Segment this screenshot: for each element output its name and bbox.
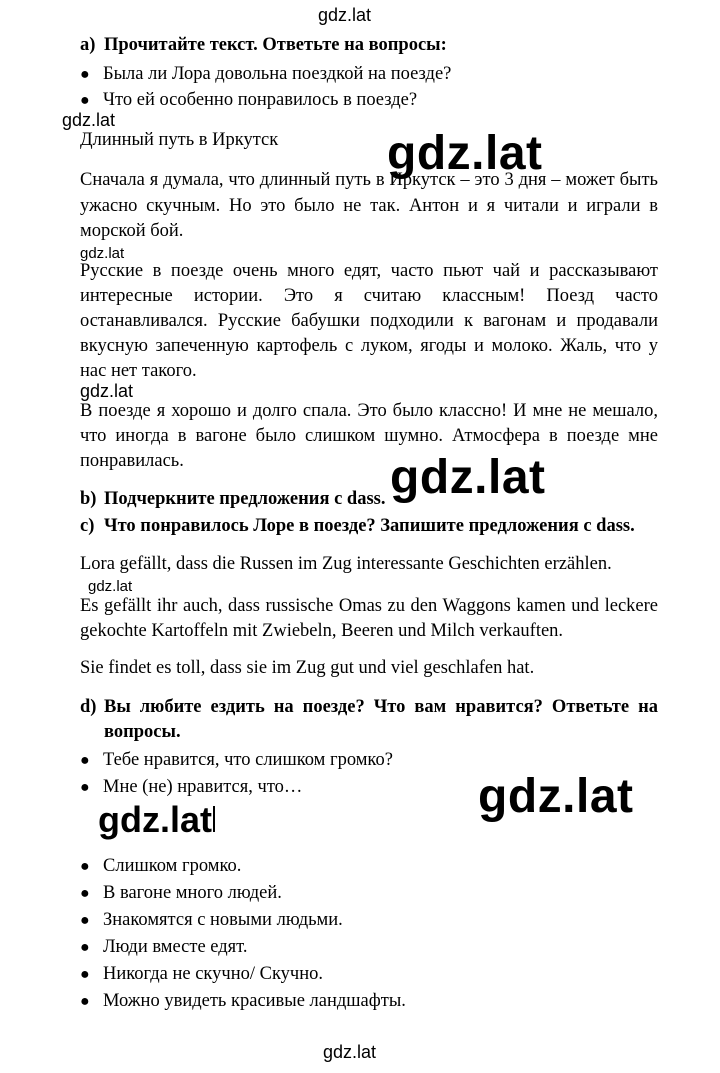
text-line: В поезде я хорошо и долго спала. Это было классно! И мне не мешало, [80,401,658,421]
watermark: gdz.lat [88,578,133,595]
text-title: Длинный путь в Иркутск [80,130,279,150]
task-d-answer: Знакомятся с новыми людьми. [103,910,343,930]
text-line: Русские в поезде очень много едят, часто пьют чай и рассказывают [80,261,658,281]
task-c-answer: Lora gefällt, dass die Russen im Zug interessante Geschichten erzählen. [80,554,612,574]
watermark: gdz.lat [478,770,634,823]
task-d-answer: Никогда не скучно/ Скучно. [103,964,324,984]
bullet-icon: ● [80,66,90,83]
task-c-answer: Sie findet es toll, dass sie im Zug gut und viel geschlafen hat. [80,658,535,678]
watermark: gdz.lat [98,799,212,840]
task-c-label: c) [80,516,95,536]
task-d-answer: Люди вместе едят. [103,937,248,957]
watermark: gdz.lat [318,5,372,25]
task-d-answer: Можно увидеть красивые ландшафты. [103,991,406,1011]
bullet-icon: ● [80,885,90,902]
task-d-answer: Слишком громко. [103,856,242,876]
text-cursor-mark [213,806,215,832]
bullet-icon: ● [80,752,90,769]
watermark: gdz.lat [80,381,134,401]
bullet-icon: ● [80,912,90,929]
task-a-question: Что ей особенно понравилось в поезде? [103,90,418,110]
watermark: gdz.lat [62,110,116,130]
bullet-icon: ● [80,993,90,1010]
task-d-prompt: Мне (не) нравится, что… [103,777,303,797]
text-line: понравилась. [80,451,184,471]
watermark: gdz.lat [387,127,543,180]
watermark: gdz.lat [323,1042,377,1062]
text-line: что иногда в вагоне было слишком шумно. Атмосфера в поезде мне [80,426,658,446]
task-b-instruction: Подчеркните предложения с dass. [104,489,386,509]
text-line: нас нет такого. [80,361,197,381]
text-line: Сначала я думала, что длинный путь в Иркутск – это 3 дня – может быть [80,170,658,190]
task-d-instruction: вопросы. [104,722,181,742]
bullet-icon: ● [80,779,90,796]
task-c-answer: gekochte Kartoffeln mit Zwiebeln, Beeren und Milch verkauften. [80,621,564,641]
bullet-icon: ● [80,939,90,956]
task-c-answer: Es gefällt ihr auch, dass russische Omas zu den Waggons kamen und leckere [80,596,658,616]
bullet-icon: ● [80,92,90,109]
bullet-icon: ● [80,966,90,983]
text-line: вкусную запеченную картофель с луком, ягоды и молоко. Жаль, что у [80,336,658,356]
watermark: gdz.lat [390,451,546,504]
task-d-answer: В вагоне много людей. [103,883,282,903]
watermark: gdz.lat [80,245,125,262]
text-line: ужасно скучным. Но это было не так. Антон и я читали и играли в [80,196,658,216]
task-a-instruction: Прочитайте текст. Ответьте на вопросы: [104,35,447,55]
task-d-label: d) [80,697,97,717]
text-line: морской бой. [80,221,184,241]
task-b-label: b) [80,489,97,509]
task-a-label: a) [80,35,96,55]
task-d-prompt: Тебе нравится, что слишком громко? [103,750,393,770]
task-c-instruction: Что понравилось Лоре в поезде? Запишите предложения с dass. [104,516,635,536]
task-d-instruction: Вы любите ездить на поезде? Что вам нравится? Ответьте на [104,697,658,717]
text-line: останавливался. Русские бабушки подходили к вагонам и продавали [80,311,658,331]
text-line: интересные истории. Это я считаю классным! Поезд часто [80,286,658,306]
task-a-question: Была ли Лора довольна поездкой на поезде? [103,64,452,84]
bullet-icon: ● [80,858,90,875]
